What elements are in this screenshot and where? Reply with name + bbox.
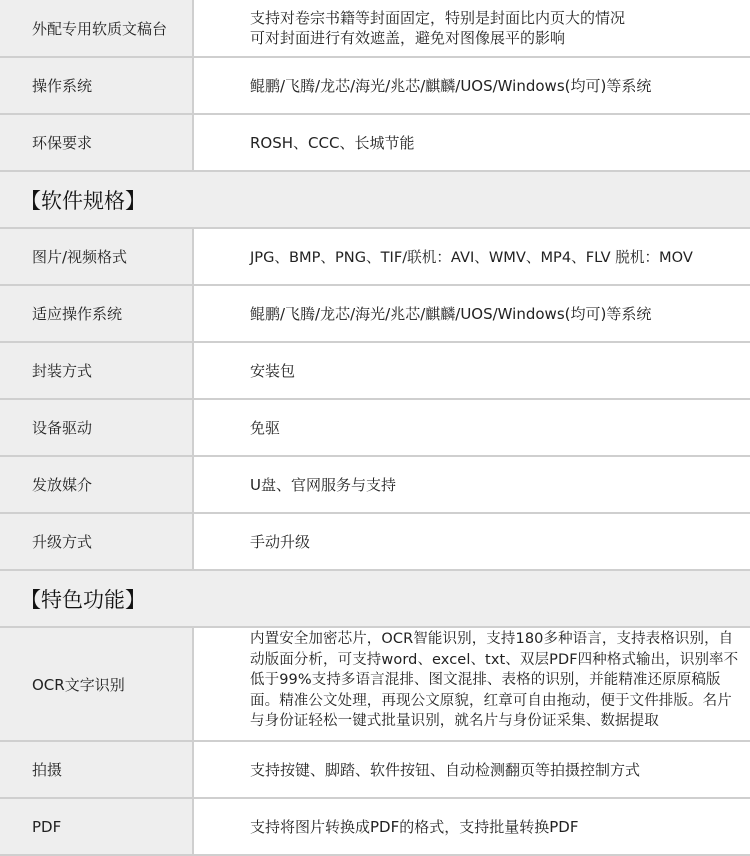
row-value: 支持按键、脚踏、软件按钮、自动检测翻页等拍摄控制方式 xyxy=(196,742,750,797)
spec-row-format xyxy=(0,229,750,286)
spec-row-cover xyxy=(0,0,750,58)
row-label: OCR文字识别 xyxy=(0,628,194,740)
spec-row-adapt-os xyxy=(0,286,750,343)
row-value: 安装包 xyxy=(196,343,750,398)
row-label: 操作系统 xyxy=(0,58,194,113)
row-label: 图片/视频格式 xyxy=(0,229,194,284)
spec-row-pdf xyxy=(0,799,750,856)
row-value xyxy=(196,628,750,740)
spec-row-package xyxy=(0,343,750,400)
spec-row-env xyxy=(0,115,750,172)
spec-row-driver xyxy=(0,400,750,457)
spec-row-shoot xyxy=(0,742,750,799)
spec-row-os xyxy=(0,58,750,115)
row-label: PDF xyxy=(0,799,194,854)
row-value: 手动升级 xyxy=(196,514,750,569)
row-value: 鲲鹏/飞腾/龙芯/海光/兆芯/麒麟/UOS/Windows(均可)等系统 xyxy=(196,286,750,341)
row-label: 设备驱动 xyxy=(0,400,194,455)
row-label: 适应操作系统 xyxy=(0,286,194,341)
row-value xyxy=(196,0,750,56)
row-label: 发放媒介 xyxy=(0,457,194,512)
spec-row-ocr xyxy=(0,628,750,742)
row-label: 外配专用软质文稿台 xyxy=(0,0,194,56)
row-value-line: 支持对卷宗书籍等封面固定，特别是封面比内页大的情况 xyxy=(250,9,626,27)
row-label: 环保要求 xyxy=(0,115,194,170)
row-value: JPG、BMP、PNG、TIF/联机：AVI、WMV、MP4、FLV 脱机：MOV xyxy=(196,229,750,284)
spec-row-media xyxy=(0,457,750,514)
row-value: 免驱 xyxy=(196,400,750,455)
section-header-features: 【特色功能】 xyxy=(0,571,750,628)
row-value: U盘、官网服务与支持 xyxy=(196,457,750,512)
row-value-line: 可对封面进行有效遮盖，避免对图像展平的影响 xyxy=(250,29,566,47)
row-label: 封装方式 xyxy=(0,343,194,398)
spec-row-upgrade xyxy=(0,514,750,571)
row-label: 拍摄 xyxy=(0,742,194,797)
section-header-software: 【软件规格】 xyxy=(0,172,750,229)
row-label: 升级方式 xyxy=(0,514,194,569)
row-value: 鲲鹏/飞腾/龙芯/海光/兆芯/麒麟/UOS/Windows(均可)等系统 xyxy=(196,58,750,113)
ocr-description: 内置安全加密芯片，OCR智能识别，支持180多种语言，支持表格识别，自动版面分析，可支持word、excel、txt、双层PDF四种格式输出，识别率不低于99%支持多语言混排、图文混排、表格的识别，并能精准还原原稿版面。精准公文处理，再现公文原貌，红章可自由拖动，便于文件排版。名片与身份证轻松一键式批量识别，就名片与身份证采集、数据提取 xyxy=(250,631,739,729)
row-value: ROSH、CCC、长城节能 xyxy=(196,115,750,170)
row-value: 支持将图片转换成PDF的格式，支持批量转换PDF xyxy=(196,799,750,854)
